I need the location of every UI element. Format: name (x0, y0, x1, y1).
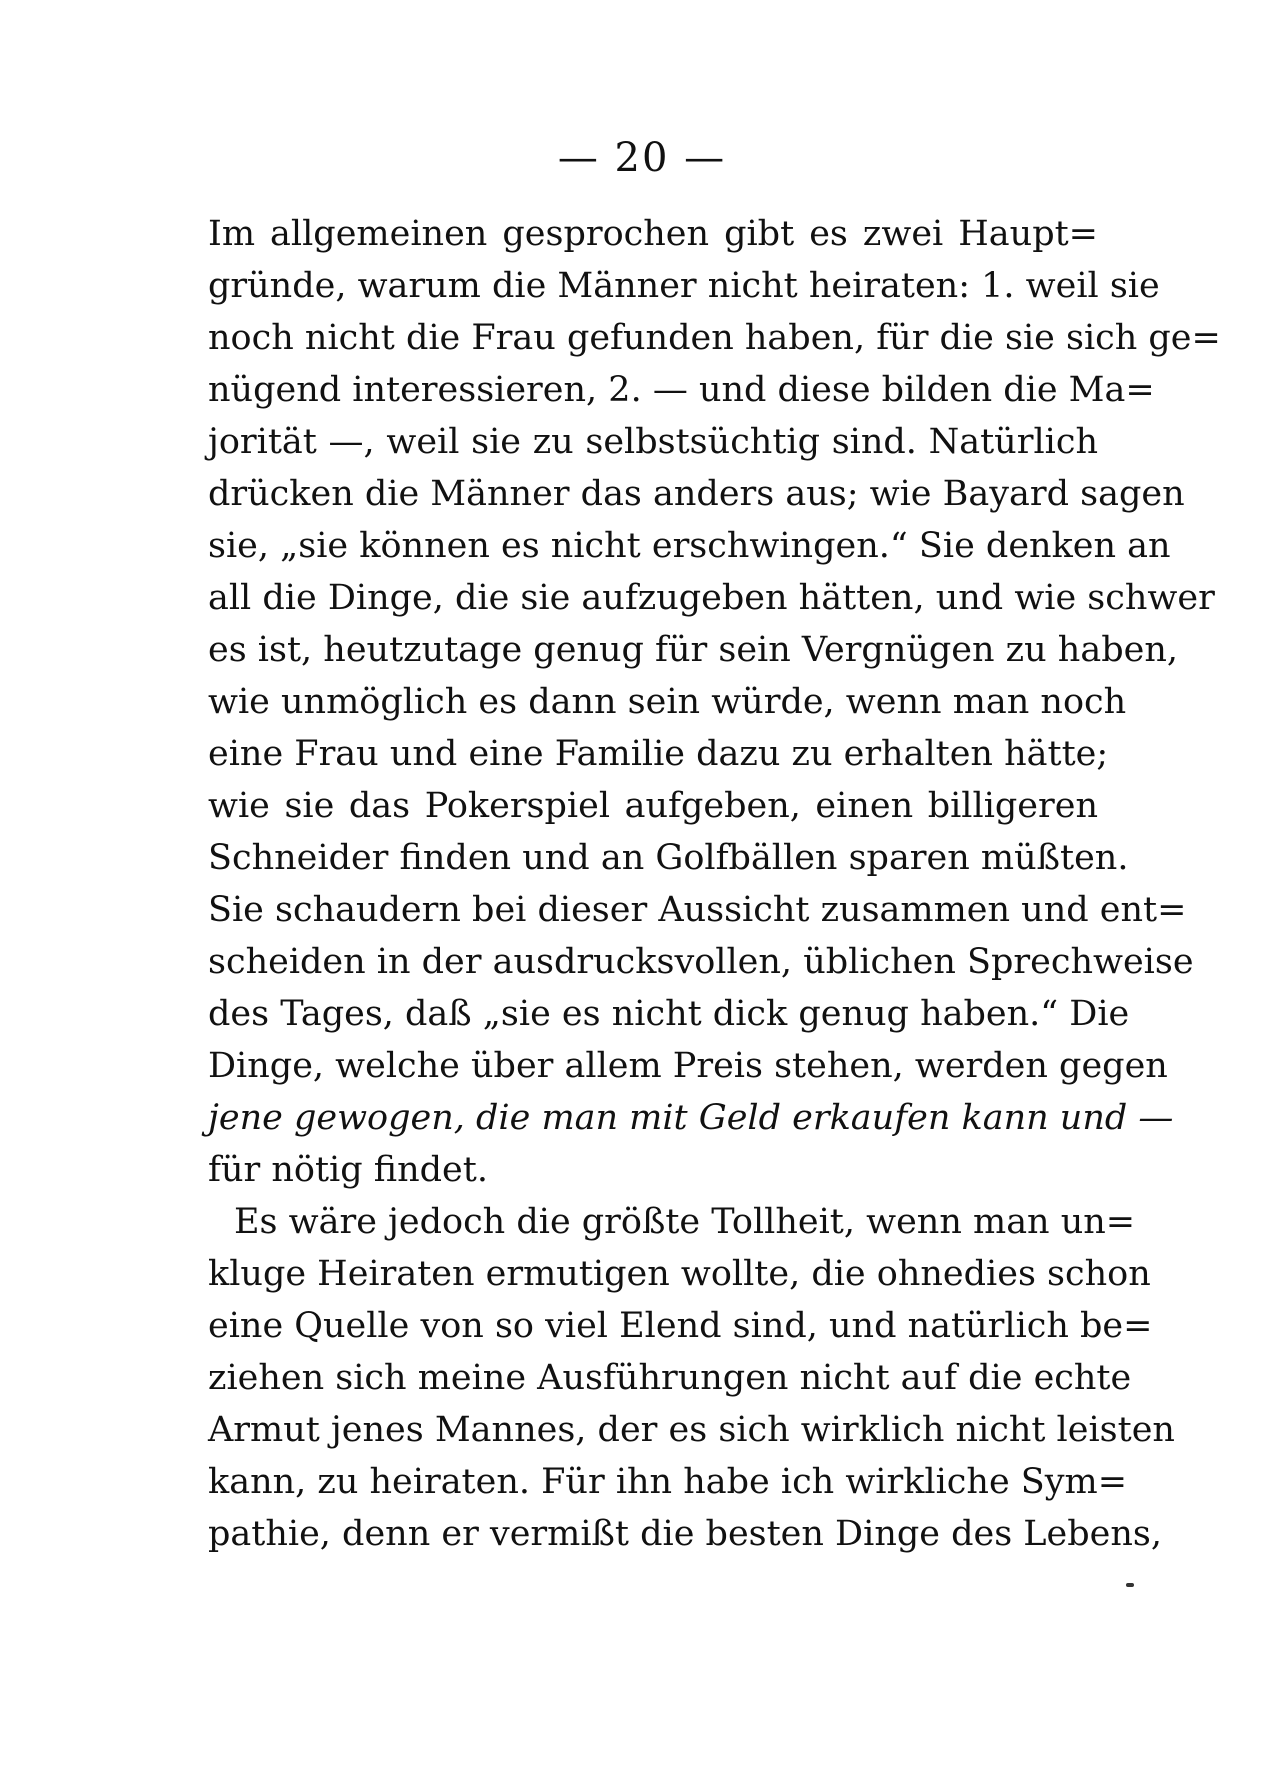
text-line: Dinge, welche über allem Preis stehen, werden gegen (208, 1046, 1168, 1086)
paragraph-1 (208, 208, 1221, 1196)
text-line: Es wäre jedoch die größte Tollheit, wenn man un= (234, 1202, 1136, 1242)
text-line: eine Quelle von so viel Elend sind, und natürlich be= (208, 1306, 1153, 1346)
ink-speck (1126, 1583, 1134, 1587)
text-line: noch nicht die Frau gefunden haben, für die sie sich ge= (208, 318, 1221, 358)
text-line: scheiden in der ausdrucksvollen, üblichen Sprechweise (208, 942, 1194, 982)
text-line: Im allgemeinen gesprochen gibt es zwei Haupt= (208, 214, 1098, 254)
paragraph-2 (208, 1196, 1175, 1560)
text-line: kann, zu heiraten. Für ihn habe ich wirkliche Sym= (208, 1462, 1128, 1502)
text-line: Armut jenes Mannes, der es sich wirklich nicht leisten (208, 1410, 1175, 1450)
text-line: Sie schaudern bei dieser Aussicht zusammen und ent= (208, 890, 1187, 930)
text-line: drücken die Männer das anders aus; wie Bayard sagen (208, 474, 1185, 514)
text-line: des Tages, daß „sie es nicht dick genug haben.“ Die (208, 994, 1130, 1034)
text-line: wie unmöglich es dann sein würde, wenn man noch (208, 682, 1127, 722)
text-line: sie, „sie können es nicht erschwingen.“ Sie denken an (208, 526, 1171, 566)
text-line: es ist, heutzutage genug für sein Vergnügen zu haben, (208, 630, 1178, 670)
text-line: all die Dinge, die sie aufzugeben hätten, und wie schwer (208, 578, 1215, 618)
text-line: für nötig findet. (208, 1150, 488, 1190)
page-number: — 20 — (557, 135, 727, 181)
text-line: jorität —, weil sie zu selbstsüchtig sind. Natürlich (208, 422, 1098, 462)
text-line: gründe, warum die Männer nicht heiraten: 1. weil sie (208, 266, 1160, 306)
body-text (208, 208, 1221, 1560)
text-line: eine Frau und eine Familie dazu zu erhalten hätte; (208, 734, 1109, 774)
text-line: pathie, denn er vermißt die besten Dinge des Lebens, (208, 1514, 1163, 1554)
text-line: nügend interessieren, 2. — und diese bilden die Ma= (208, 370, 1155, 410)
text-line: kluge Heiraten ermutigen wollte, die ohnedies schon (208, 1254, 1151, 1294)
text-line: jene gewogen, die man mit Geld erkaufen kann und — (208, 1098, 1174, 1138)
text-line: wie sie das Pokerspiel aufgeben, einen billigeren (208, 786, 1098, 826)
text-line: ziehen sich meine Ausführungen nicht auf die echte (208, 1358, 1132, 1398)
text-line: Schneider finden und an Golfbällen sparen müßten. (208, 838, 1129, 878)
